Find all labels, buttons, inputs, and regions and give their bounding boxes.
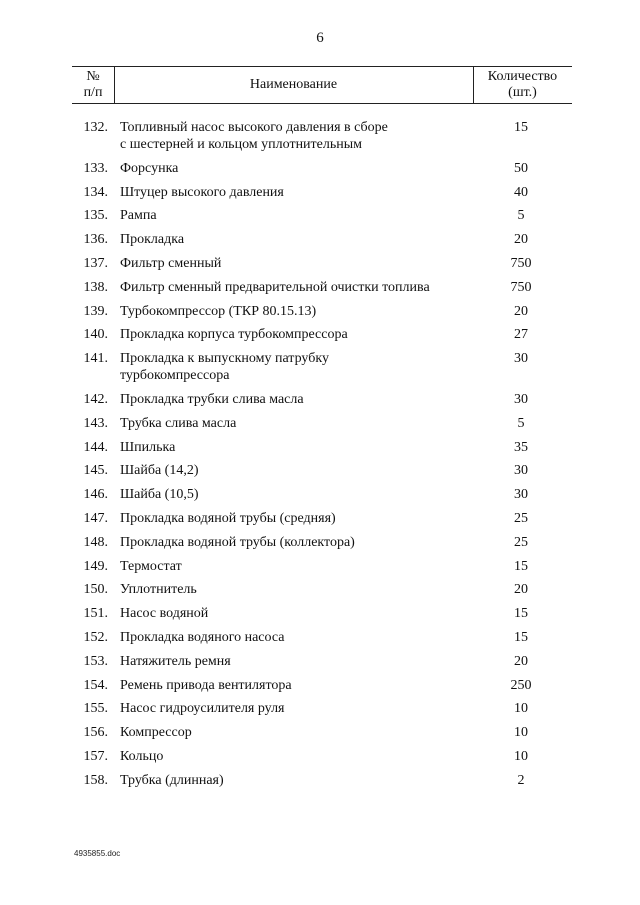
row-name-line: Турбокомпрессор (ТКР 80.15.13) — [120, 303, 317, 319]
row-name-line: Шайба (14,2) — [120, 463, 199, 479]
header-number-symbol: № — [86, 69, 100, 84]
row-name-line: Прокладка водяного насоса — [120, 629, 285, 645]
row-quantity: 10 — [514, 725, 528, 741]
row-number: 142. — [83, 391, 108, 407]
row-number: 158. — [83, 772, 108, 788]
row-number: 153. — [83, 653, 108, 669]
row-name — [120, 605, 500, 622]
row-quantity: 15 — [514, 120, 528, 135]
row-number: 152. — [83, 629, 108, 645]
row-quantity: 750 — [510, 279, 532, 295]
row-name — [120, 439, 500, 456]
row-quantity: 250 — [510, 677, 532, 693]
header-quantity-column — [473, 67, 572, 103]
table-row — [72, 748, 572, 765]
row-quantity: 10 — [514, 701, 528, 717]
row-name-line: Форсунка — [120, 160, 179, 176]
table-row — [72, 119, 572, 153]
row-quantity: 2 — [517, 772, 525, 788]
row-number: 147. — [83, 510, 108, 526]
row-number: 156. — [83, 725, 108, 741]
row-quantity: 20 — [514, 232, 528, 248]
row-name — [120, 415, 500, 432]
table-row — [72, 255, 572, 272]
row-quantity: 15 — [514, 558, 528, 574]
row-name-line: Штуцер высокого давления — [120, 184, 284, 200]
table-body — [72, 119, 572, 796]
row-name — [120, 581, 500, 598]
row-number: 133. — [83, 160, 108, 176]
row-quantity: 25 — [514, 510, 528, 526]
header-name-column — [114, 67, 474, 103]
page-number: 6 — [316, 30, 324, 46]
row-number: 149. — [83, 558, 108, 574]
row-name — [120, 119, 500, 153]
row-name-line: Шпилька — [120, 439, 176, 455]
row-quantity: 30 — [514, 487, 528, 503]
table-row — [72, 653, 572, 670]
row-quantity: 750 — [510, 255, 532, 271]
row-name-line: Кольцо — [120, 748, 164, 764]
row-quantity: 30 — [514, 351, 528, 367]
table-row — [72, 534, 572, 551]
table-row — [72, 629, 572, 646]
row-number: 155. — [83, 701, 108, 717]
row-number: 134. — [83, 184, 108, 200]
row-name — [120, 653, 500, 670]
row-number: 143. — [83, 415, 108, 431]
row-name — [120, 629, 500, 646]
row-quantity: 20 — [514, 582, 528, 598]
row-quantity: 50 — [514, 160, 528, 176]
row-name — [120, 279, 500, 296]
row-number: 140. — [83, 327, 108, 343]
row-name — [120, 677, 500, 694]
row-quantity: 20 — [514, 303, 528, 319]
row-name — [120, 724, 500, 741]
row-name-line: Прокладка к выпускному патрубку — [120, 351, 329, 367]
header-name-label: Наименование — [249, 77, 338, 92]
table-row — [72, 724, 572, 741]
row-quantity: 35 — [514, 439, 528, 455]
document-filename: 4935855.doc — [74, 849, 121, 858]
row-name-line: Трубка слива масла — [120, 415, 237, 431]
row-name — [120, 772, 500, 789]
row-name — [120, 558, 500, 575]
row-name-line: Прокладка водяной трубы (коллектора) — [120, 534, 355, 550]
table-row — [72, 486, 572, 503]
row-number: 136. — [83, 232, 108, 248]
row-name-line: Насос водяной — [120, 606, 209, 622]
row-number: 146. — [83, 487, 108, 503]
row-name-line: Топливный насос высокого давления в сборе — [120, 120, 388, 135]
row-number: 148. — [83, 534, 108, 550]
row-name — [120, 303, 500, 320]
table-row — [72, 326, 572, 343]
row-name — [120, 510, 500, 527]
row-quantity: 15 — [514, 629, 528, 645]
row-number: 139. — [83, 303, 108, 319]
table-row — [72, 350, 572, 384]
row-name — [120, 350, 500, 384]
row-name-line: с шестерней и кольцом уплотнительным — [120, 137, 363, 152]
row-number: 137. — [83, 255, 108, 271]
row-name-line: Рампа — [120, 208, 157, 224]
row-name-line: Прокладка корпуса турбокомпрессора — [120, 327, 348, 343]
row-number: 141. — [83, 351, 108, 367]
row-quantity: 5 — [517, 415, 525, 431]
table-row — [72, 303, 572, 320]
row-name-line: Термостат — [120, 558, 182, 574]
row-quantity: 30 — [514, 391, 528, 407]
row-name-line: Трубка (длинная) — [120, 772, 224, 788]
table-row — [72, 510, 572, 527]
row-name-line: Фильтр сменный предварительной очистки топлива — [120, 279, 430, 295]
table-row — [72, 439, 572, 456]
table-row — [72, 279, 572, 296]
table-row — [72, 231, 572, 248]
row-quantity: 20 — [514, 653, 528, 669]
table-row — [72, 462, 572, 479]
table-row — [72, 700, 572, 717]
row-name-line: Насос гидроусилителя руля — [120, 701, 285, 717]
row-name — [120, 231, 500, 248]
row-name — [120, 160, 500, 177]
row-name-line: Прокладка — [120, 232, 185, 248]
table-header — [72, 66, 572, 104]
row-quantity: 25 — [514, 534, 528, 550]
row-quantity: 10 — [514, 748, 528, 764]
row-number: 157. — [83, 748, 108, 764]
row-quantity: 30 — [514, 463, 528, 479]
row-number: 145. — [83, 463, 108, 479]
row-name — [120, 462, 500, 479]
table-row — [72, 415, 572, 432]
table-row — [72, 558, 572, 575]
row-quantity: 5 — [517, 208, 525, 224]
row-name-line: Компрессор — [120, 725, 192, 741]
row-name — [120, 748, 500, 765]
row-name-line: Уплотнитель — [120, 582, 197, 598]
table-row — [72, 677, 572, 694]
table-row — [72, 391, 572, 408]
row-name-line: Прокладка водяной трубы (средняя) — [120, 510, 336, 526]
row-number: 135. — [83, 208, 108, 224]
row-quantity: 27 — [514, 327, 528, 343]
table-row — [72, 772, 572, 789]
row-number: 150. — [83, 582, 108, 598]
table-row — [72, 160, 572, 177]
row-name-line: Ремень привода вентилятора — [120, 677, 292, 693]
table-row — [72, 581, 572, 598]
row-name — [120, 700, 500, 717]
table-row — [72, 184, 572, 201]
row-number: 144. — [83, 439, 108, 455]
row-quantity: 15 — [514, 606, 528, 622]
row-name-line: турбокомпрессора — [120, 368, 230, 384]
row-name-line: Натяжитель ремня — [120, 653, 231, 669]
row-number: 154. — [83, 677, 108, 693]
row-name-line: Прокладка трубки слива масла — [120, 391, 304, 407]
table-row — [72, 207, 572, 224]
table-row — [72, 605, 572, 622]
row-name-line: Шайба (10,5) — [120, 487, 199, 503]
row-number: 132. — [83, 120, 108, 135]
row-name — [120, 184, 500, 201]
row-name — [120, 207, 500, 224]
row-quantity: 40 — [514, 184, 528, 200]
header-number-column — [72, 67, 115, 103]
row-name — [120, 486, 500, 503]
row-number: 151. — [83, 606, 108, 622]
row-name — [120, 326, 500, 343]
row-number: 138. — [83, 279, 108, 295]
header-number-label: п/п — [83, 85, 103, 100]
row-name — [120, 255, 500, 272]
row-name — [120, 534, 500, 551]
header-quantity-unit: (шт.) — [508, 85, 537, 100]
row-name-line: Фильтр сменный — [120, 255, 222, 271]
header-quantity-label: Количество — [487, 69, 558, 84]
row-name — [120, 391, 500, 408]
